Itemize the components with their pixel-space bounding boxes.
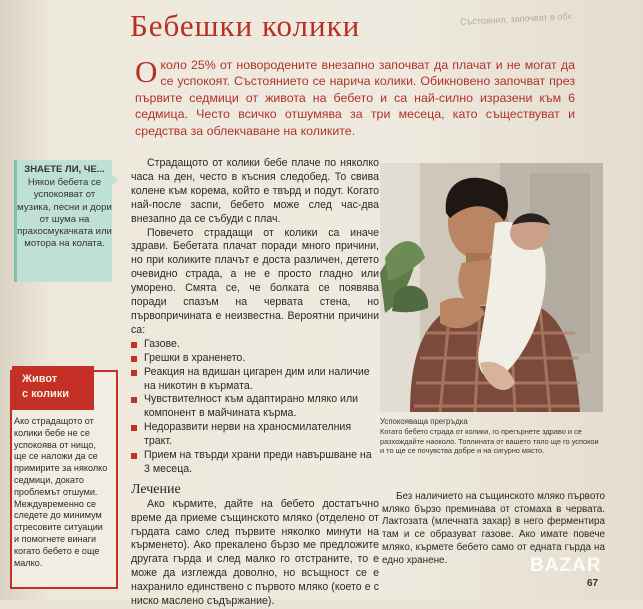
right-column-paragraph: Без наличието на същинското мляко първото мляко бързо преминава от стомаха в червата. Лактозата (млечната захар) в него ферментира там и се образуват газове. Ако имате повече мляко, кърмете бебето само от едната гърда на едно хранене. (382, 491, 605, 566)
main-column (131, 157, 379, 609)
list-item: Грешки в храненето. (131, 352, 379, 366)
living-with-colic-heading: Живот с колики (12, 366, 94, 410)
bullet-square-icon (131, 342, 137, 348)
did-you-know-text: Някои бебета се успокояват от музика, песни и дори от шума на прахосмукачката или мотора на колата. (17, 177, 112, 250)
bullet-square-icon (131, 425, 137, 431)
living-with-colic-text: Ако страдащото от колики бебе не се успокоява от нищо, ще се наложи да се примирите за няколко седмици, докато проблемът отшуми. Междувременно се следете до минимум стресовите ситуации и помогнете винаги когато бебето е още малко. (14, 416, 108, 568)
list-item: Реакция на вдишан цигарен дим или наличие на никотин в кърмата. (131, 366, 379, 394)
photo-illustration (380, 163, 603, 412)
bullet-square-icon (131, 370, 137, 376)
did-you-know-title: ЗНАЕТЕ ЛИ, ЧЕ... (24, 164, 105, 175)
caption-text: Когато бебето страда от колики, го прегърнете здраво и се разхождайте наоколо. Топлината от вашето тяло ще го успокои и то ще се почувства добре и на сигурно място. (380, 426, 599, 456)
father-holding-baby-photo (380, 163, 603, 412)
faded-header-text: Състояния, започват в обх (459, 11, 572, 27)
photo-caption (380, 417, 600, 456)
causes-list (131, 338, 379, 477)
drop-cap: О (135, 54, 158, 89)
did-you-know-box (14, 160, 112, 282)
caption-title: Успокояваща прегръдка (380, 417, 468, 426)
bullet-square-icon (131, 453, 137, 459)
list-item: Недоразвити нерви на храносмилателния тракт. (131, 421, 379, 449)
page-title: Бебешки колики (130, 8, 361, 43)
intro-text: коло 25% от новородените внезапно започват да плачат и не могат да се успокоят. Състоянието се нарича колики. Обикновено започват през първите седмици от живота на бебето и са най-силно изразени към 6 седмица. Често всичко отшумява за три месеца, като съществуват и средства за облекчаване на коликите. (135, 58, 575, 138)
callout-arrow (109, 172, 118, 188)
site-watermark: BAZAR (530, 555, 602, 576)
body-paragraph-2: Повечето страдащи от колики са иначе здрави. Бебетата плачат поради много причини, но при коликите плачът е доста различен, детето очевидно страда, а не е просто гладно или уморено. Смята се, че болката се появява поради спазъм на червата стена, но първопричината е неизвестна. Вероятни причини са: (131, 226, 379, 336)
list-item: Газове. (131, 338, 379, 352)
bullet-square-icon (131, 397, 137, 403)
list-item: Прием на твърди храни преди навършване на 3 месеца. (131, 449, 379, 477)
body-paragraph-1: Страдащото от колики бебе плаче по няколко часа на ден, често в късния следобед. То свива колене към корема, който е твърд и подут. Когато най-после заспи, бебето може след час-два внезапно да се събуди с плач. (131, 157, 379, 225)
intro-paragraph (135, 54, 575, 139)
bullet-square-icon (131, 356, 137, 362)
page-number: 67 (587, 578, 599, 589)
list-item: Чувствителност към адаптирано мляко или компонент в майчината кърма. (131, 393, 379, 421)
treatment-heading: Лечение (131, 481, 181, 497)
treatment-paragraph: Ако кърмите, дайте на бебето достатъчно време да приеме същинското мляко (отделено от гърдата само след първите няколко минути на кърменето). Ако прекалено бързо ме предложите другата гърда и след малко го отстраните, то е може да изглежда доволно, но всъщност се е нахранило единствено с първото мляко (което е с ниско маслено съдържание). (131, 497, 379, 608)
